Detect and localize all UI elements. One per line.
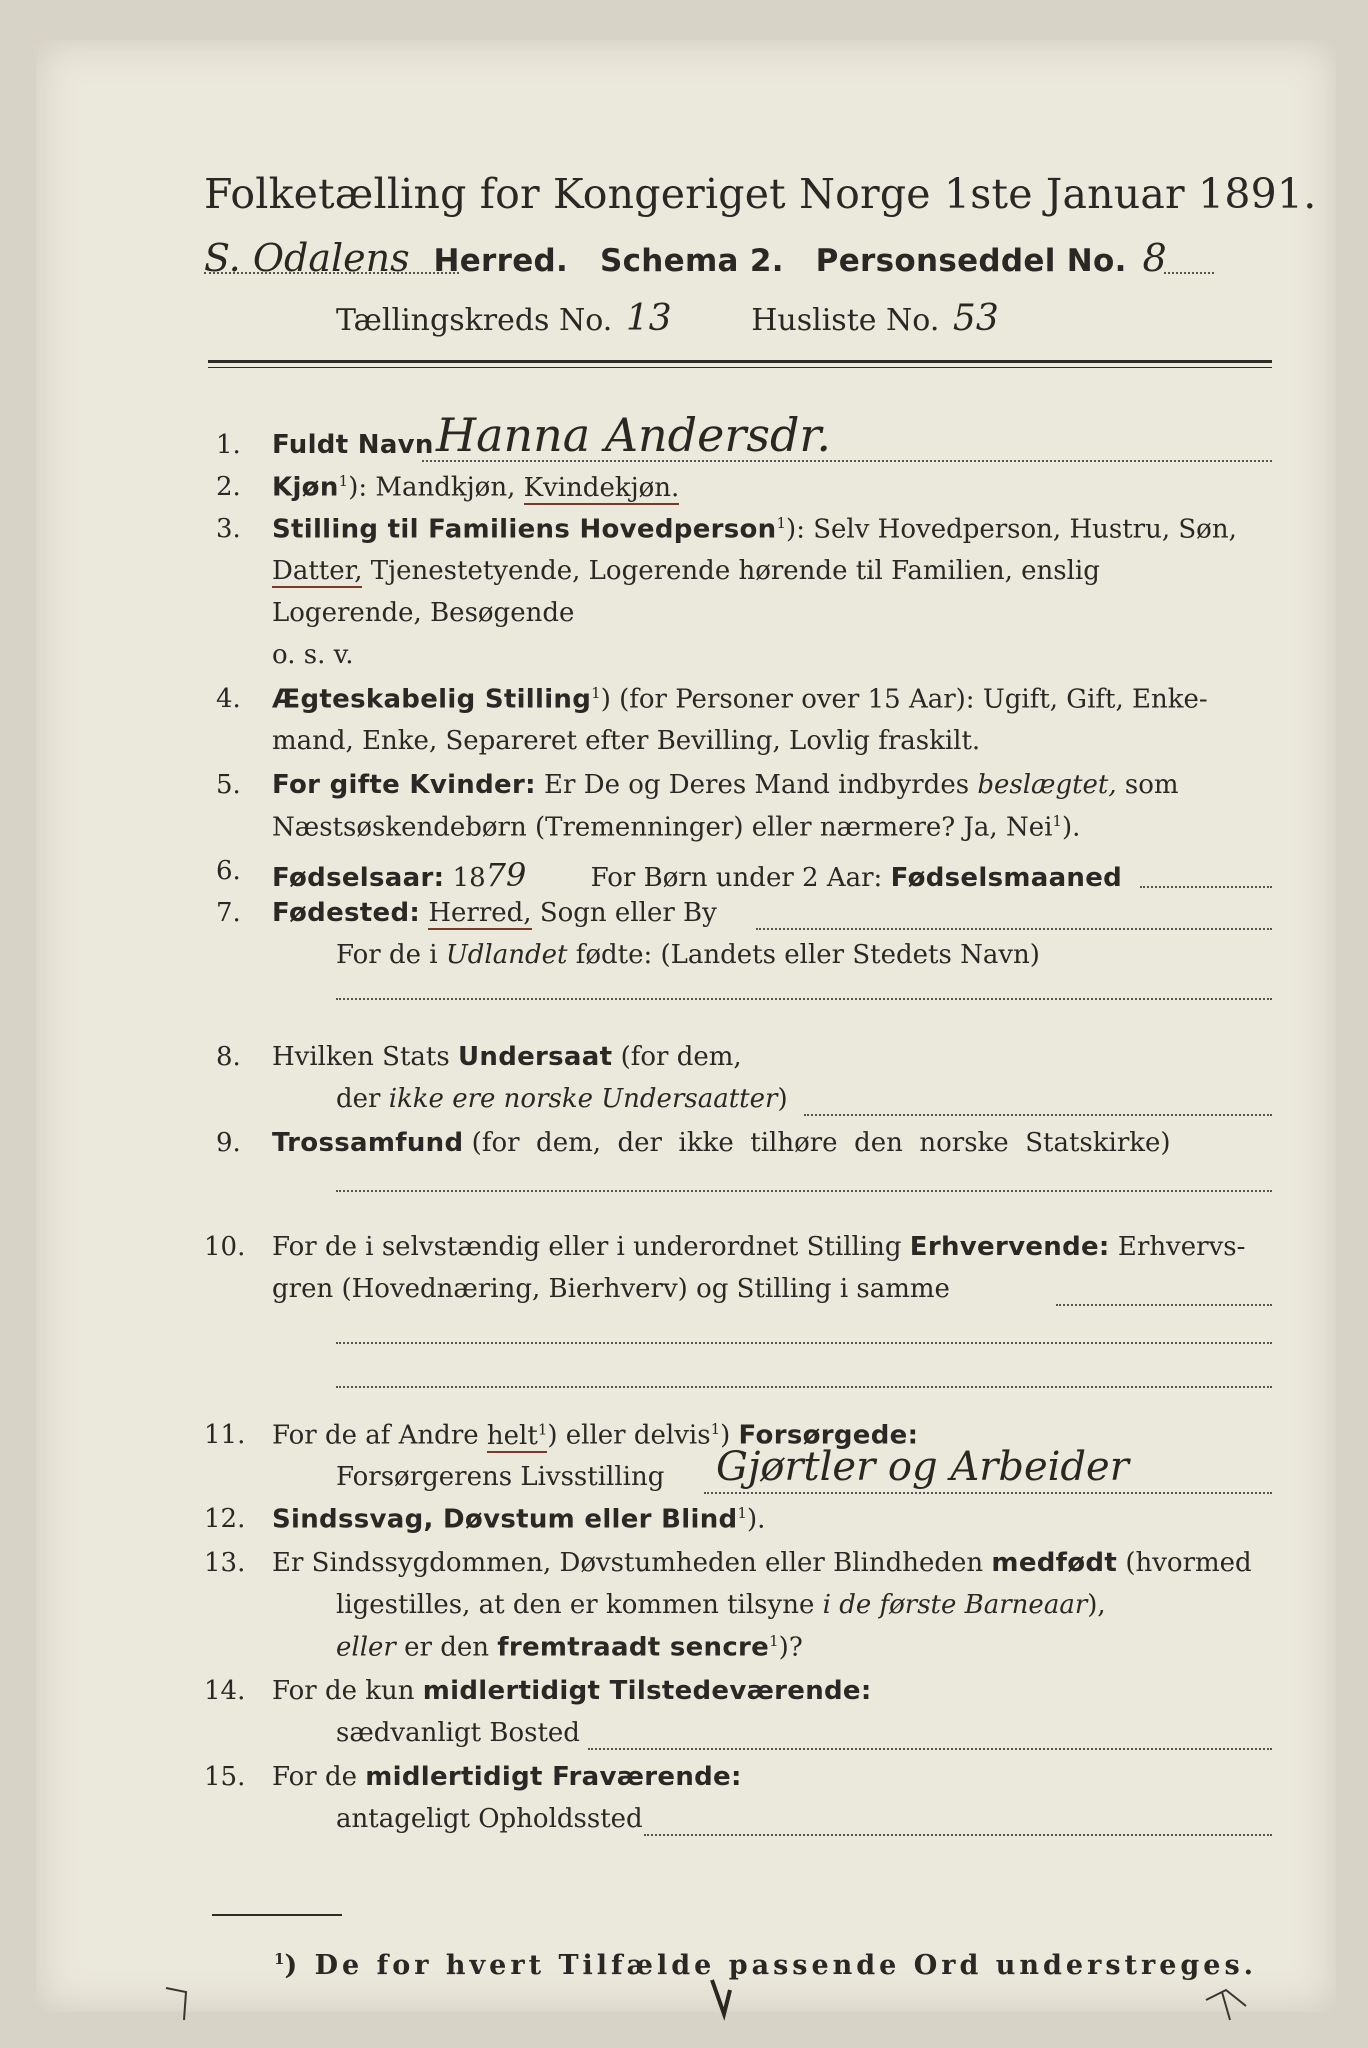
husliste-number: 53 xyxy=(952,298,999,339)
header-rule xyxy=(208,360,1272,363)
item-number-1: 1. xyxy=(216,430,241,460)
footnote: $^1$) De for hvert Tilfælde passende Ord understreges. xyxy=(274,1950,1258,1981)
q5-label: For gifte Kvinder: xyxy=(272,770,536,800)
personseddel-label: Personseddel No. xyxy=(815,243,1127,279)
q3-line-1: Stilling til Familiens Hovedperson$^1$): Selv Hovedperson, Hustru, Søn, xyxy=(272,514,1237,545)
q14-line-1: For de kun midlertidigt Tilstedeværende: xyxy=(272,1676,872,1706)
item-number-6: 6. xyxy=(216,856,241,886)
item-number-9: 9. xyxy=(216,1128,241,1158)
q5-line-2: Næstsøskendebørn (Tremenninger) eller nærmere? Ja, Nei$^1$). xyxy=(272,812,1081,843)
municipality-handwritten: S. Odalens xyxy=(204,236,410,280)
q8-line-1: Hvilken Stats Undersaat (for dem, xyxy=(272,1042,742,1072)
q7-selected-option: Herred, xyxy=(428,898,532,928)
q10-line-1: For de i selvstændig eller i underordnet Stilling Erhvervende: Erhvervs- xyxy=(272,1232,1246,1262)
item-number-11: 11. xyxy=(204,1420,246,1450)
q3-label: Stilling til Familiens Hovedperson xyxy=(272,514,777,545)
q3-line-2: Datter, Tjenestetyende, Logerende hørende til Familien, enslig xyxy=(272,556,1100,586)
item-number-14: 14. xyxy=(204,1676,246,1706)
item-number-3: 3. xyxy=(216,514,241,544)
q5-line-1: For gifte Kvinder: Er De og Deres Mand indbyrdes beslægtet, som xyxy=(272,770,1179,800)
footnote-rule xyxy=(212,1914,342,1916)
q11-selected-option: helt$^1$ xyxy=(486,1420,548,1451)
q13-line-1: Er Sindssygdommen, Døvstumheden eller Blindheden medfødt (hvormed xyxy=(272,1548,1252,1578)
husliste-label: Husliste No. xyxy=(751,303,940,338)
q2-selected-option: Kvindekjøn. xyxy=(523,472,680,503)
q4-label: Ægteskabelig Stilling xyxy=(272,684,592,715)
item-number-4: 4. xyxy=(216,684,241,714)
q6-year-handwritten: 79 xyxy=(485,856,527,894)
item-number-5: 5. xyxy=(216,770,241,800)
q12-line: Sindssvag, Døvstum eller Blind$^1$). xyxy=(272,1504,766,1535)
q10-line-2: gren (Hovednæring, Bierhverv) og Stilling i samme xyxy=(272,1274,950,1304)
q3-line-3: Logerende, Besøgende xyxy=(272,598,575,628)
q14-line-2: sædvanligt Bosted xyxy=(336,1718,580,1748)
herred-label: Herred. xyxy=(433,243,569,279)
q13-label: medfødt xyxy=(991,1548,1118,1578)
q13-line-3: eller er den fremtraadt sencre$^1$)? xyxy=(336,1632,803,1663)
q10-label: Erhvervende: xyxy=(909,1232,1110,1262)
q9-line: Trossamfund (for dem, der ikke tilhøre den norske Statskirke) xyxy=(272,1128,1171,1158)
q9-label: Trossamfund xyxy=(272,1128,464,1158)
q14-label: midlertidigt Tilstedeværende: xyxy=(422,1676,872,1706)
census-form xyxy=(36,40,1336,2012)
q8-line-2: der ikke ere norske Undersaatter) xyxy=(336,1084,788,1114)
q15-line-1: For de midlertidigt Fraværende: xyxy=(272,1762,742,1792)
schema-label: Schema 2. xyxy=(599,243,784,279)
item-number-15: 15. xyxy=(204,1762,246,1792)
q3-line-4: o. s. v. xyxy=(272,640,354,670)
item-number-13: 13. xyxy=(204,1548,246,1578)
form-title: Folketælling for Kongeriget Norge 1ste Januar 1891. xyxy=(204,170,1317,218)
q11-line-2: Forsørgerens Livsstilling xyxy=(336,1462,665,1492)
q1-label: Fuldt Navn xyxy=(272,430,434,460)
item-number-7: 7. xyxy=(216,898,241,928)
q8-label: Undersaat xyxy=(457,1042,613,1072)
q6-label: Fødselsaar: xyxy=(272,863,445,893)
q4-line-1: Ægteskabelig Stilling$^1$) (for Personer over 15 Aar): Ugift, Gift, Enke- xyxy=(272,684,1208,715)
item-number-12: 12. xyxy=(204,1504,246,1534)
item-number-8: 8. xyxy=(216,1042,241,1072)
q12-label: Sindssvag, Døvstum eller Blind xyxy=(272,1504,738,1535)
q4-line-2: mand, Enke, Separeret efter Bevilling, Lovlig fraskilt. xyxy=(272,726,981,756)
q13-line-2: ligestilles, at den er kommen tilsyne i de første Barneaar), xyxy=(336,1590,1106,1620)
pencil-marks xyxy=(126,1970,1266,2040)
q3-selected-option: Datter, xyxy=(272,556,363,586)
kreds-label: Tællingskreds No. xyxy=(336,303,613,338)
pencil-mark-left xyxy=(166,1988,186,2020)
q2-label: Kjøn xyxy=(272,472,339,503)
item-number-2: 2. xyxy=(216,472,241,502)
pencil-mark-center xyxy=(712,1980,730,2014)
q7-line-2: For de i Udlandet fødte: (Landets eller Stedets Navn) xyxy=(336,940,1040,970)
kreds-number: 13 xyxy=(625,298,672,339)
q11-label: Forsørgede: xyxy=(738,1420,919,1451)
pencil-mark-right xyxy=(1206,1990,1246,2020)
q15-line-2: antageligt Opholdssted xyxy=(336,1804,643,1834)
q7-label: Fødested: xyxy=(272,898,421,928)
q11-answer-handwritten: Gjørtler og Arbeider xyxy=(716,1444,1129,1490)
q2-line: Kjøn$^1$): Mandkjøn, Kvindekjøn. xyxy=(272,472,680,503)
q11-line-1: For de af Andre helt$^1$) eller delvis$^1$) Forsørgede: xyxy=(272,1420,919,1451)
kreds-line xyxy=(336,298,999,339)
q6-line: Fødselsaar: 1879 For Børn under 2 Aar: Fødselsmaaned xyxy=(272,856,1123,894)
q1-name-handwritten: Hanna Andersdr. xyxy=(436,408,831,462)
q7-line-1: Fødested: Herred, Sogn eller By xyxy=(272,898,717,928)
item-number-10: 10. xyxy=(204,1232,246,1262)
q15-label: midlertidigt Fraværende: xyxy=(365,1762,742,1792)
personseddel-number: 8 xyxy=(1142,236,1167,280)
